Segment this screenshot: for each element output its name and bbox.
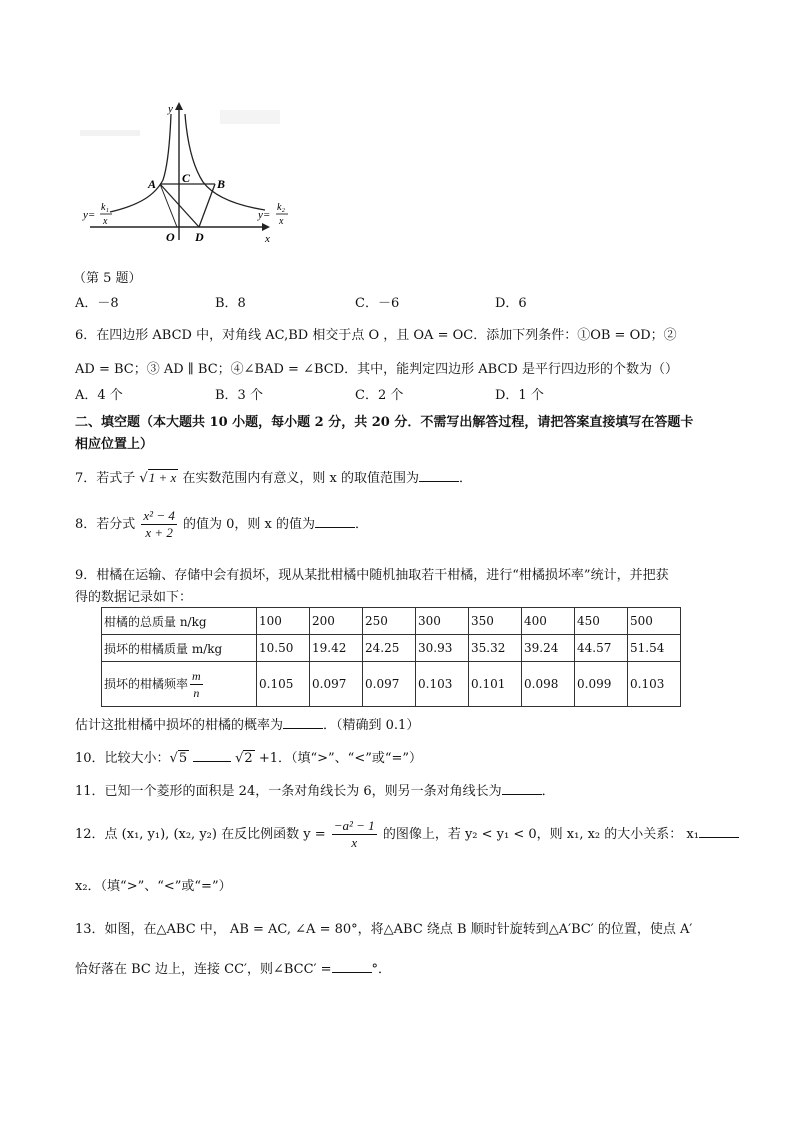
q10-answer-blank[interactable] bbox=[193, 749, 231, 762]
figure-caption: （第 5 题） bbox=[73, 271, 142, 286]
label-point-a: A bbox=[148, 177, 157, 191]
right-function-k: k₂ bbox=[277, 202, 285, 213]
table-row: 柑橘的总质量 n/kg 100 200 250 300 350 400 450 500 bbox=[102, 608, 681, 635]
q5-option-b: B．8 bbox=[215, 296, 246, 311]
question-11: 11．已知一个菱形的面积是 24，一条对角线长为 6，则另一条对角线长为 ． bbox=[75, 784, 555, 799]
q9-answer-blank[interactable] bbox=[283, 716, 323, 729]
q5-options bbox=[75, 292, 635, 311]
q5-option-d: D．6 bbox=[495, 296, 527, 311]
row-2-label: 损坏的柑橘质量 m/kg bbox=[102, 635, 257, 662]
question-12-line-2: x₂．（填“>”、“<”或“=”） bbox=[75, 879, 232, 894]
label-y-axis: y bbox=[168, 103, 173, 115]
left-hyperbola-curve bbox=[110, 114, 171, 212]
q11-answer-blank[interactable] bbox=[502, 782, 542, 795]
q7-radicand: 1 + x bbox=[148, 470, 177, 485]
row-1-label: 柑橘的总质量 n/kg bbox=[102, 608, 257, 635]
x-axis-arrow bbox=[262, 223, 270, 231]
q6-option-c: C．2 个 bbox=[355, 388, 404, 403]
left-function-den: x bbox=[103, 216, 108, 227]
row-3-label: 损坏的柑橘频率 $\frac{m}{n}$ bbox=[102, 662, 257, 707]
q6-line-2: AD = BC；③ AD ∥ BC；④∠BAD = ∠BCD．其中，能判定四边形 ABCD 是平行四边形的个数为（） bbox=[75, 362, 678, 377]
q9-line-1: 9．柑橘在运输、存储中会有损坏，现从某批柑橘中随机抽取若干柑橘，进行“柑橘损坏率”统计，并把获 bbox=[75, 568, 669, 583]
q6-options bbox=[75, 384, 635, 403]
question-5-figure bbox=[80, 100, 300, 250]
right-function-prefix: y= bbox=[258, 209, 271, 221]
right-function-den: x bbox=[279, 216, 284, 227]
table-row: 损坏的柑橘质量 m/kg 10.50 19.42 24.25 30.93 35.32 39.24 44.57 51.54 bbox=[102, 635, 681, 662]
table-row: 损坏的柑橘频率 $\frac{m}{n}$ 0.105 0.097 0.097 0.103 0.101 0.098 0.099 0.103 bbox=[102, 662, 681, 707]
q8-fraction: $\frac{\text{x² − 4}}{x + 2}$ bbox=[143, 508, 175, 540]
section-2-heading-line-1: 二、填空题（本大题共 10 小题，每小题 2 分，共 20 分．不需写出解答过程，请把答案直接填写在答题卡 bbox=[75, 415, 694, 430]
question-10: 10．比较大小：√5 √2 +1．（填“>”、“<”或“=”） bbox=[75, 751, 423, 766]
question-12-line-1: 12．点 (x₁, y₁), (x₂, y₂) 在反比例函数 y = $\frac{\text{−a² − 1}}{x}$ 的图像上，若 y₂ < y₁ < 0，则 x₁, x₂ 的大小关系： x₁ bbox=[75, 818, 739, 851]
label-origin: O bbox=[166, 230, 175, 244]
citrus-data-table bbox=[101, 607, 681, 707]
label-point-b: B bbox=[217, 177, 226, 191]
sqrt-symbol: √ bbox=[139, 471, 148, 486]
question-7: 7．若式子 √1 + x 在实数范围内有意义，则 x 的取值范围为 ． bbox=[75, 470, 472, 486]
q13-answer-blank[interactable] bbox=[332, 960, 372, 973]
section-2-heading-line-2: 相应位置上） bbox=[75, 437, 154, 452]
q6-option-b: B．3 个 bbox=[215, 388, 263, 403]
left-function-k: k₁ bbox=[101, 202, 109, 213]
q5-option-a: A．－8 bbox=[75, 296, 119, 311]
label-point-d: D bbox=[195, 230, 204, 244]
q6-option-d: D．1 个 bbox=[495, 388, 544, 403]
q12-answer-blank[interactable] bbox=[699, 825, 739, 838]
q6-line-1: 6．在四边形 ABCD 中，对角线 AC,BD 相交于点 O ，且 OA = OC．添加下列条件：①OB = OD；② bbox=[75, 328, 677, 343]
left-function-prefix: y= bbox=[83, 209, 96, 221]
right-hyperbola-curve bbox=[185, 114, 265, 210]
question-8: 8．若分式 $\frac{\text{x² − 4}}{x + 2}$ 的值为 0，则 x 的值为 ． bbox=[75, 508, 369, 540]
label-point-c: C bbox=[182, 171, 191, 185]
q5-option-c: C．－6 bbox=[355, 296, 400, 311]
y-axis-arrow bbox=[175, 102, 183, 110]
q12-fraction: $\frac{\text{−a² − 1}}{x}$ bbox=[333, 818, 375, 850]
q9-line-2: 得的数据记录如下： bbox=[75, 590, 193, 605]
q6-option-a: A．4 个 bbox=[75, 388, 123, 403]
question-13-line-2: 恰好落在 BC 边上，连接 CC′，则∠BCC′ = °． bbox=[75, 962, 392, 977]
q9-conclusion: 估计这批柑橘中损坏的柑橘的概率为 ．（精确到 0.1） bbox=[75, 718, 420, 733]
label-x-axis: x bbox=[265, 233, 270, 245]
q8-answer-blank[interactable] bbox=[315, 515, 355, 528]
q7-answer-blank[interactable] bbox=[419, 469, 459, 482]
question-13-line-1: 13．如图，在△ABC 中， AB = AC, ∠A = 80°，将△ABC 绕点 B 顺时针旋转到△A′BC′ 的位置，使点 A′ bbox=[75, 922, 693, 937]
